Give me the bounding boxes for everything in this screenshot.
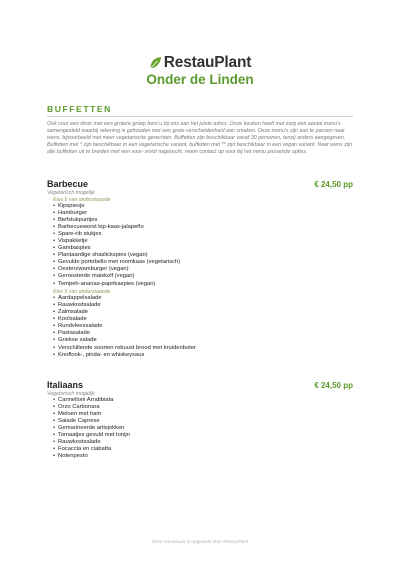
intro-paragraph: Ook voor een diner met een grotere groep bent u bij ons aan het juiste adres. Onze keuken heeft met zorg een aantal menu's samengesteld waarbij rekening is gehouden met een grote verscheidenheid aan smaken. Deze menu's zijn aan te passen naar wens, bijvoorbeeld met meer vegetarische gerechten. Buffetten zijn beschikbaar vanaf 30 personen, tenzij anders aangegeven. Buffetten met * zijn beschikbaar in een vegetarische variant, buffetten met ** zijn beschikbaar in een vegan variant. Naar wens zijn alle buffetten uit te breiden met een voor- en/of nagerecht, neem contact op voor bij het menu passende opties. [47,121,353,155]
list-item: • Barbecueworst kip-kaas-jalapeño [53,224,353,231]
list-item: • Gambaspies [53,245,353,252]
extras-list [47,345,353,359]
list-item: • Verschillende soorten robuust brood met kruidenboter [53,345,353,352]
item-list [47,295,353,344]
list-item: • Spare-rib stukjes [53,231,353,238]
venue-title: Onder de Linden [146,72,254,87]
list-item: • Kipspiesje [53,203,353,210]
list-item: • Oesterzwamburger (vegan) [53,266,353,273]
choose-note: Kies 5 van onderstaande [53,197,111,203]
list-item: • Griekse salade [53,337,353,344]
list-item: • Rauwkostsalade [53,302,353,309]
list-item: • Zalmsalade [53,309,353,316]
list-item: • Pastasalade [53,330,353,337]
menu-price: € 24,50 pp [314,180,353,189]
list-item: • Meloen met ham [53,411,353,418]
brand-name: RestauPlant [163,54,252,71]
list-item: • Gemarineerde artisjokken [53,425,353,432]
menu-note: Vegetarisch mogelijk [47,391,95,397]
menu-price: € 24,50 pp [314,381,353,390]
list-item: • Notenpesto [53,453,353,460]
menu-name: Italiaans [47,380,84,390]
list-item: • Salade Caprese [53,418,353,425]
item-list [47,203,353,288]
list-item: • Geroosterde maiskolf (vegan) [53,273,353,280]
choose-note: Kies 5 van onderstaande [53,288,111,295]
list-item: • Hamburger [53,210,353,217]
list-item: • Vispakketje [53,238,353,245]
menu-name: Barbecue [47,179,89,189]
list-item: • Tomaatjes gevuld met tonijn [53,432,353,439]
section-title: BUFFETTEN [47,104,112,114]
menu-note: Vegetarisch mogelijk [47,190,95,196]
list-item: • Biefstukpuntjes [53,217,353,224]
list-item: • Rauwkostsalade [53,439,353,446]
brand-logo [0,55,400,71]
menu-barbecue [47,179,353,359]
list-item: • Cannelloni Arrabbiata [53,397,353,404]
list-item: • Aardappelsalade [53,295,353,302]
list-item: • Tempeh-ananas-paprikaspies (vegan) [53,281,353,288]
list-item: • Plantaardige shaslickspies (vegan) [53,252,353,259]
divider [47,116,353,117]
list-item: • Gevulde portobello met roomkaas (vegetarisch) [53,259,353,266]
menu-italiaans [47,380,353,460]
list-item: • Knoflook-, pinda- en whiskeysaus [53,352,353,359]
list-item: • Koolsalade [53,316,353,323]
item-list [47,397,353,460]
leaf-icon [149,56,162,70]
list-item: • Orzo Carbonara [53,404,353,411]
list-item: • Rundvleessalade [53,323,353,330]
list-item: • Focaccia en ciabatta [53,446,353,453]
footer-note: Deze menukaart is opgesteld door RestauPlant [151,539,249,544]
